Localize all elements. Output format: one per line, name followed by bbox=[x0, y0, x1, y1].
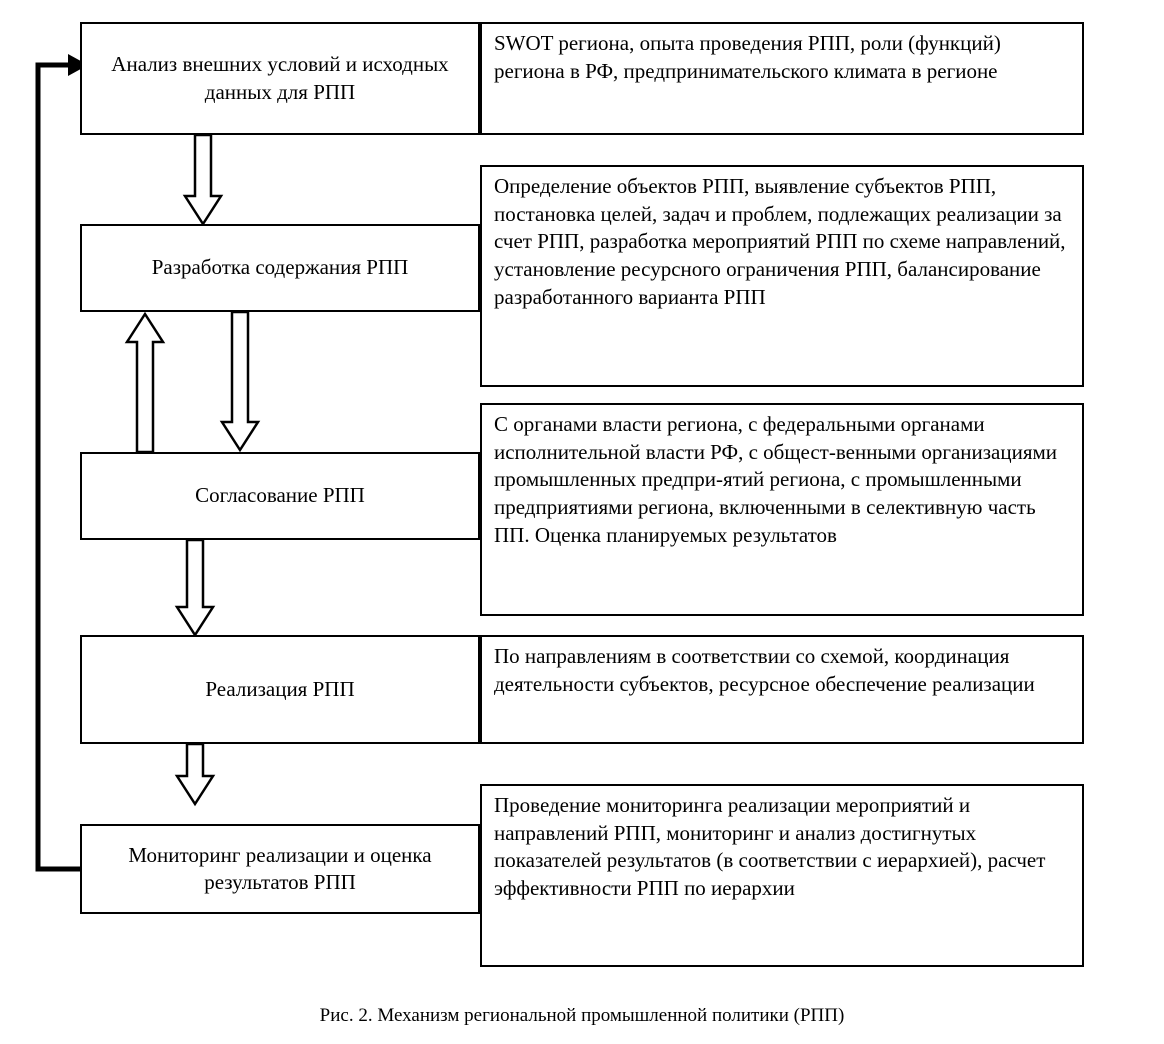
stage-description-text: С органами власти региона, с федеральными органами исполнительной власти РФ, с общест-венными организациями промышленных предпри-ятий региона, с промышленными предприятиями региона, включенными в селективную часть ПП. Оценка планируемых результатов bbox=[494, 412, 1058, 547]
stage-description-content-development bbox=[480, 165, 1084, 387]
stage-description-text: Определение объектов РПП, выявление субъектов РПП, постановка целей, задач и проблем, подлежащих реализации за счет РПП, разработка мероприятий РПП по схеме направлений, установление ресурсного ограничения РПП, балансирование разработанного варианта РПП bbox=[494, 174, 1066, 309]
arrow-stage3-to-stage4 bbox=[177, 540, 213, 635]
stage-box-content-development bbox=[80, 224, 480, 312]
stage-description-text: SWOT региона, опыта проведения РПП, роли (функций) региона в РФ, предпринимательского климата в регионе bbox=[494, 31, 1001, 83]
stage-description-analysis bbox=[480, 22, 1084, 135]
stage-description-text: Проведение мониторинга реализации мероприятий и направлений РПП, мониторинг и анализ достигнутых показателей результатов (в соответствии с иерархией), расчет эффективности РПП по иерархии bbox=[494, 793, 1046, 901]
stage-box-implementation bbox=[80, 635, 480, 744]
arrow-stage3-to-stage2 bbox=[127, 314, 163, 452]
stage-box-coordination bbox=[80, 452, 480, 540]
arrow-stage4-to-stage5 bbox=[177, 744, 213, 804]
stage-description-coordination bbox=[480, 403, 1084, 616]
stage-description-monitoring bbox=[480, 784, 1084, 967]
stage-label: Согласование РПП bbox=[195, 483, 365, 508]
stage-description-text: По направлениям в соответствии со схемой, координация деятельности субъектов, ресурсное обеспечение реализации bbox=[494, 644, 1035, 696]
arrow-stage1-to-stage2 bbox=[185, 135, 221, 224]
arrow-stage2-to-stage3 bbox=[222, 312, 258, 450]
stage-description-implementation bbox=[480, 635, 1084, 744]
stage-label: Реализация РПП bbox=[205, 676, 355, 701]
stage-label: Разработка содержания РПП bbox=[151, 255, 409, 280]
stage-label: Мониторинг реализации и оценка результатов РПП bbox=[128, 842, 432, 894]
stage-box-monitoring bbox=[80, 824, 480, 914]
stage-label: Анализ внешних условий и исходных данных для РПП bbox=[111, 52, 449, 104]
stage-box-analysis bbox=[80, 22, 480, 135]
figure-caption: Рис. 2. Механизм региональной промышленной политики (РПП) bbox=[319, 1005, 845, 1026]
